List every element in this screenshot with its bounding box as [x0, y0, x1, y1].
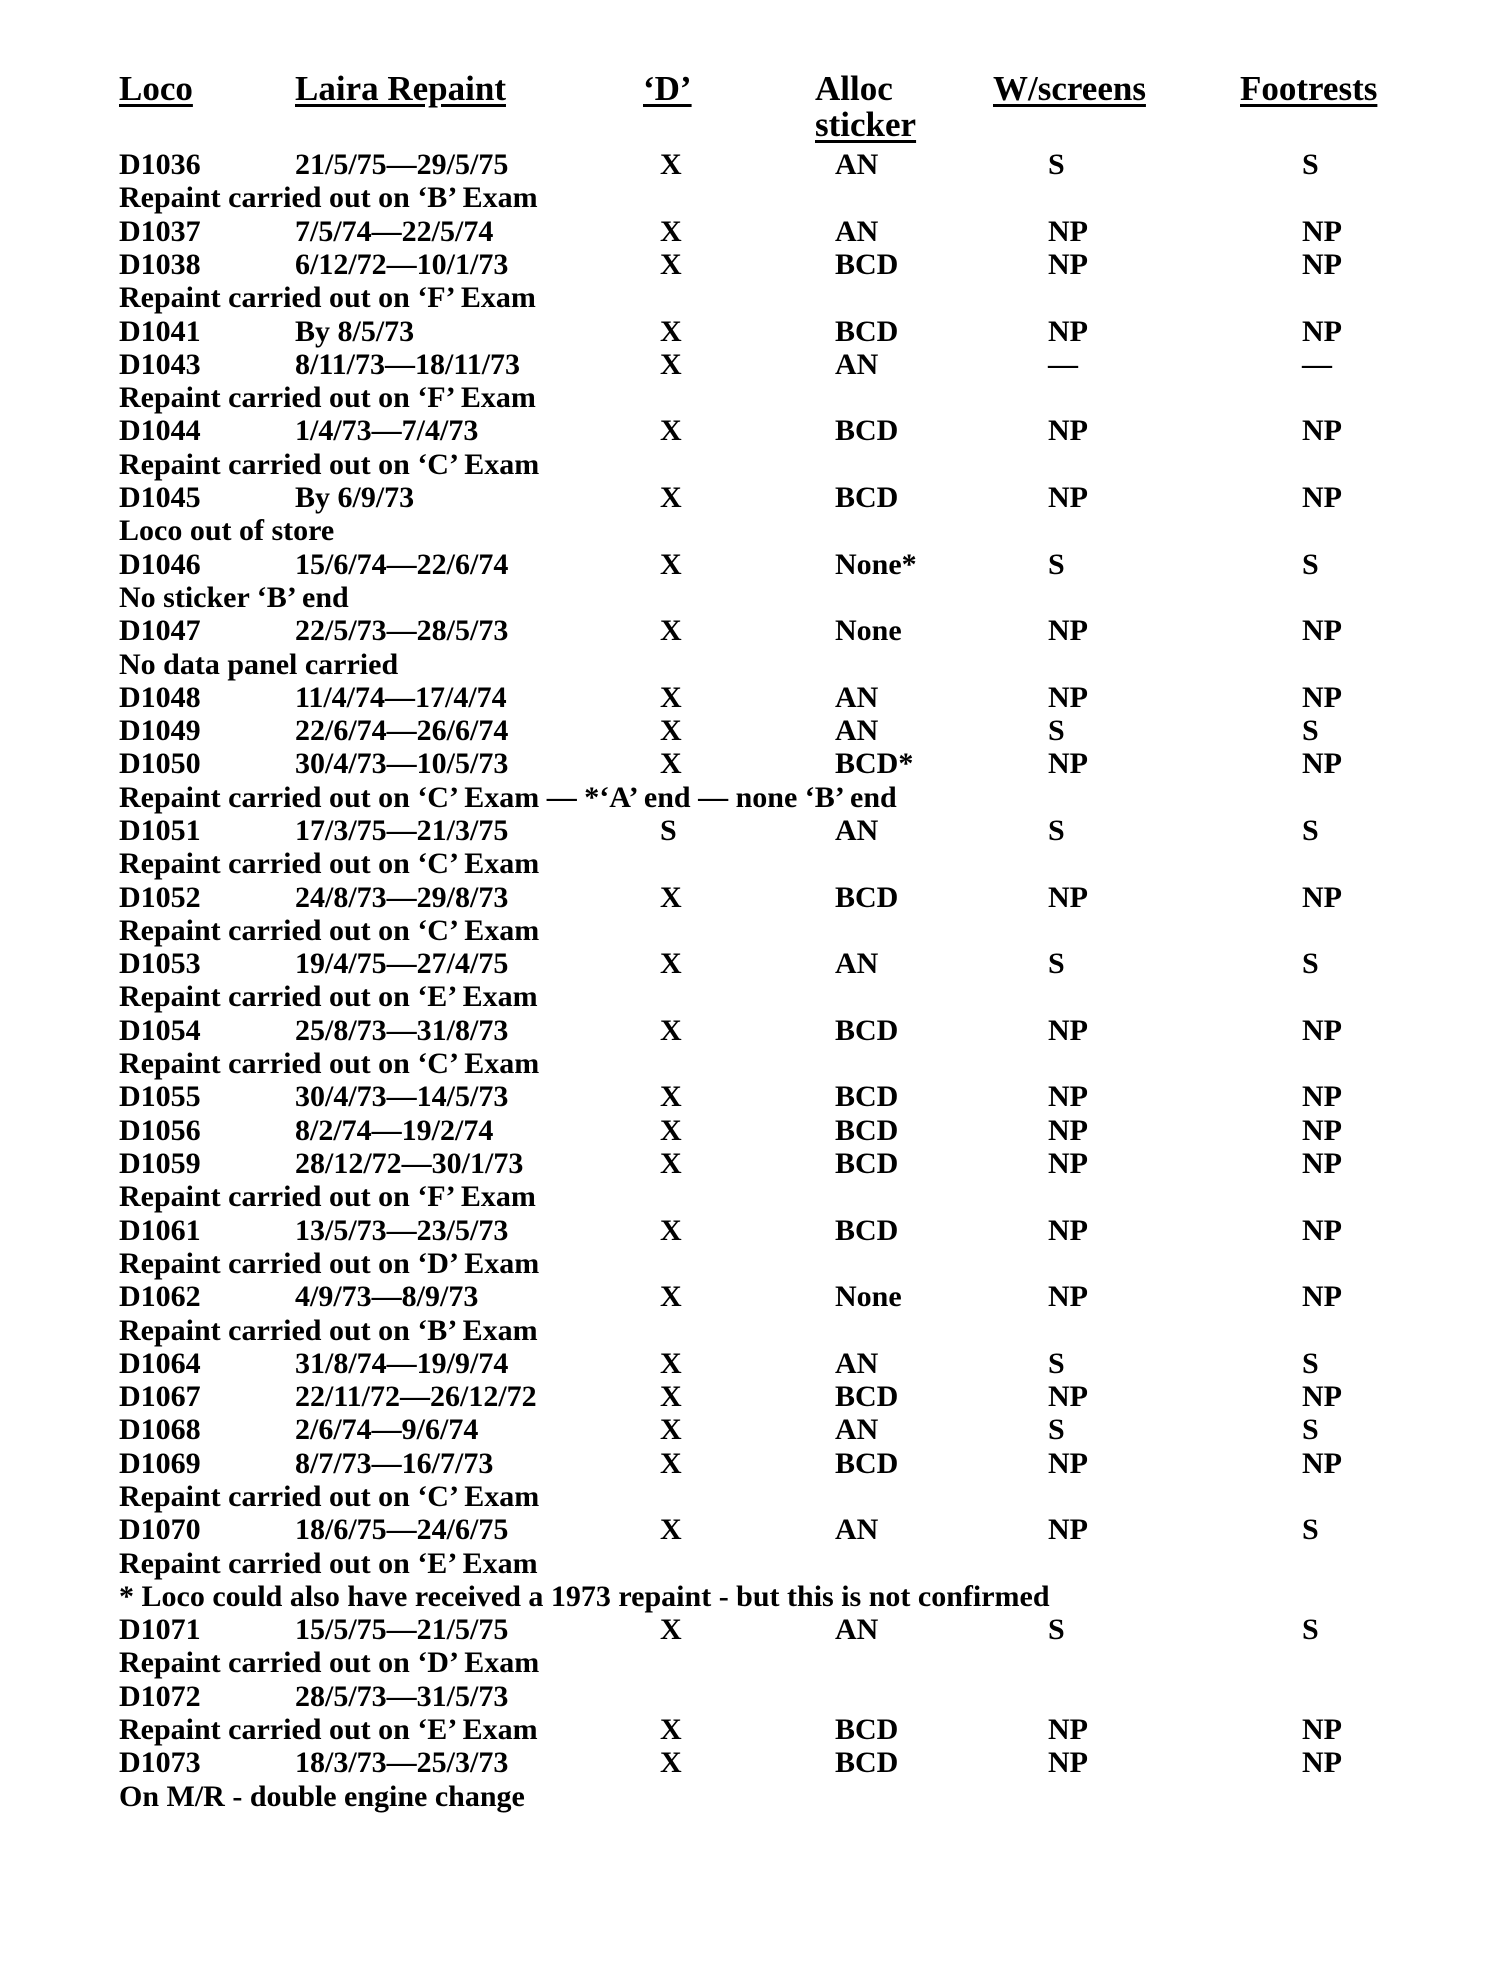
d-value: X	[660, 747, 682, 780]
table-row	[0, 315, 1510, 348]
repaint-dates: 15/6/74—22/6/74	[295, 548, 509, 581]
wscreens-value: S	[1048, 814, 1065, 847]
table-row	[0, 215, 1510, 248]
loco-number: D1052	[119, 881, 201, 914]
table-row	[0, 414, 1510, 447]
table-row	[0, 1014, 1510, 1047]
footrests-value: NP	[1302, 681, 1342, 714]
footrests-value: NP	[1302, 1447, 1342, 1480]
footrests-value: NP	[1302, 1280, 1342, 1313]
d-value: X	[660, 1280, 682, 1313]
repaint-dates: 28/12/72—30/1/73	[295, 1147, 524, 1180]
table-row	[0, 681, 1510, 714]
wscreens-value: NP	[1048, 1114, 1088, 1147]
loco-number: Repaint carried out on ‘E’ Exam	[119, 1713, 538, 1746]
footrests-value: S	[1302, 548, 1319, 581]
d-value: X	[660, 1080, 682, 1113]
remark-line: Repaint carried out on ‘D’ Exam	[119, 1247, 540, 1280]
repaint-dates: 22/5/73—28/5/73	[295, 614, 509, 647]
alloc-sticker-value: BCD	[835, 1080, 899, 1113]
wscreens-value: S	[1048, 1413, 1065, 1446]
footrests-value: NP	[1302, 414, 1342, 447]
loco-number: D1061	[119, 1214, 201, 1247]
footrests-value: S	[1302, 1513, 1319, 1546]
repaint-dates: 24/8/73—29/8/73	[295, 881, 509, 914]
d-value: X	[660, 348, 682, 381]
wscreens-value: S	[1048, 1613, 1065, 1646]
loco-number: D1067	[119, 1380, 201, 1413]
alloc-sticker-value: BCD	[835, 1214, 899, 1247]
footrests-value: NP	[1302, 614, 1342, 647]
footrests-value: S	[1302, 1347, 1319, 1380]
footrests-value: —	[1302, 348, 1332, 381]
remark-line: * Loco could also have received a 1973 repaint - but this is not confirmed	[119, 1580, 1050, 1613]
wscreens-value: NP	[1048, 414, 1088, 447]
d-value: X	[660, 414, 682, 447]
d-value: X	[660, 1613, 682, 1646]
wscreens-value: NP	[1048, 1214, 1088, 1247]
d-value: X	[660, 681, 682, 714]
loco-number: D1059	[119, 1147, 201, 1180]
footrests-value: NP	[1302, 881, 1342, 914]
wscreens-value: S	[1048, 148, 1065, 181]
alloc-sticker-value: BCD	[835, 414, 899, 447]
loco-number: D1045	[119, 481, 201, 514]
alloc-sticker-value: AN	[835, 1513, 879, 1546]
alloc-sticker-value: BCD	[835, 1014, 899, 1047]
loco-number: D1036	[119, 148, 201, 181]
alloc-sticker-value: AN	[835, 215, 879, 248]
header-alloc-sticker: sticker	[815, 105, 917, 144]
repaint-dates: 25/8/73—31/8/73	[295, 1014, 509, 1047]
remark-line: Repaint carried out on ‘C’ Exam	[119, 1480, 540, 1513]
d-value: X	[660, 315, 682, 348]
header-loco: Loco	[119, 69, 193, 108]
table-row	[0, 1447, 1510, 1480]
d-value: X	[660, 1447, 682, 1480]
remark-line: Repaint carried out on ‘B’ Exam	[119, 181, 538, 214]
repaint-dates: 19/4/75—27/4/75	[295, 947, 509, 980]
wscreens-value: —	[1048, 348, 1078, 381]
wscreens-value: NP	[1048, 1080, 1088, 1113]
repaint-dates: 22/6/74—26/6/74	[295, 714, 509, 747]
wscreens-value: S	[1048, 1347, 1065, 1380]
remark-line: Repaint carried out on ‘B’ Exam	[119, 1314, 538, 1347]
footrests-value: S	[1302, 148, 1319, 181]
d-value: X	[660, 548, 682, 581]
remark-line: No data panel carried	[119, 648, 399, 681]
footrests-value: NP	[1302, 1746, 1342, 1779]
repaint-dates: 31/8/74—19/9/74	[295, 1347, 509, 1380]
footrests-value: NP	[1302, 1014, 1342, 1047]
table-row	[0, 1613, 1510, 1646]
alloc-sticker-value: None	[835, 1280, 902, 1313]
alloc-sticker-value: BCD	[835, 1147, 899, 1180]
table-row	[0, 1114, 1510, 1147]
alloc-sticker-value: AN	[835, 1347, 879, 1380]
table-row	[0, 881, 1510, 914]
alloc-sticker-value: AN	[835, 1613, 879, 1646]
table-row	[0, 1513, 1510, 1546]
footrests-value: NP	[1302, 248, 1342, 281]
alloc-sticker-value: BCD	[835, 481, 899, 514]
d-value: X	[660, 1380, 682, 1413]
loco-number: D1050	[119, 747, 201, 780]
alloc-sticker-value: None	[835, 614, 902, 647]
wscreens-value: NP	[1048, 614, 1088, 647]
loco-number: D1043	[119, 348, 201, 381]
repaint-dates: 15/5/75—21/5/75	[295, 1613, 509, 1646]
alloc-sticker-value: BCD	[835, 1114, 899, 1147]
header-laira-repaint: Laira Repaint	[295, 69, 506, 108]
loco-number: D1073	[119, 1746, 201, 1779]
remark-line: Repaint carried out on ‘E’ Exam	[119, 1547, 538, 1580]
repaint-dates: 7/5/74—22/5/74	[295, 215, 494, 248]
loco-number: D1037	[119, 215, 201, 248]
wscreens-value: NP	[1048, 1147, 1088, 1180]
wscreens-value: NP	[1048, 747, 1088, 780]
alloc-sticker-value: BCD	[835, 315, 899, 348]
remark-line: Repaint carried out on ‘F’ Exam	[119, 281, 536, 314]
remark-line: No sticker ‘B’ end	[119, 581, 349, 614]
repaint-dates: 28/5/73—31/5/73	[295, 1680, 509, 1713]
loco-number: D1051	[119, 814, 201, 847]
wscreens-value: S	[1048, 548, 1065, 581]
table-row	[0, 148, 1510, 181]
wscreens-value: S	[1048, 714, 1065, 747]
table-row	[0, 714, 1510, 747]
alloc-sticker-value: AN	[835, 814, 879, 847]
footrests-value: S	[1302, 1613, 1319, 1646]
table-row	[0, 614, 1510, 647]
d-value: X	[660, 1214, 682, 1247]
wscreens-value: NP	[1048, 881, 1088, 914]
loco-number: D1044	[119, 414, 201, 447]
wscreens-value: NP	[1048, 1447, 1088, 1480]
d-value: X	[660, 248, 682, 281]
loco-number: D1056	[119, 1114, 201, 1147]
loco-number: D1049	[119, 714, 201, 747]
header-wscreens: W/screens	[993, 69, 1146, 108]
loco-number: D1038	[119, 248, 201, 281]
alloc-sticker-value: None*	[835, 548, 917, 581]
remark-line: Repaint carried out on ‘D’ Exam	[119, 1646, 540, 1679]
alloc-sticker-value: AN	[835, 148, 879, 181]
remark-line: Repaint carried out on ‘C’ Exam	[119, 847, 540, 880]
repaint-dates: 22/11/72—26/12/72	[295, 1380, 537, 1413]
remark-line: Repaint carried out on ‘F’ Exam	[119, 381, 536, 414]
wscreens-value: NP	[1048, 1280, 1088, 1313]
wscreens-value: NP	[1048, 315, 1088, 348]
repaint-dates: 17/3/75—21/3/75	[295, 814, 509, 847]
repaint-dates: By 8/5/73	[295, 315, 415, 348]
d-value: X	[660, 1746, 682, 1779]
alloc-sticker-value: BCD	[835, 1380, 899, 1413]
table-row	[0, 1147, 1510, 1180]
d-value: X	[660, 1114, 682, 1147]
d-value: X	[660, 1413, 682, 1446]
header-footrests: Footrests	[1240, 69, 1378, 108]
loco-number: D1054	[119, 1014, 201, 1047]
remark-line: Repaint carried out on ‘E’ Exam	[119, 980, 538, 1013]
d-value: S	[660, 814, 677, 847]
wscreens-value: NP	[1048, 1746, 1088, 1779]
remark-line: Repaint carried out on ‘F’ Exam	[119, 1180, 536, 1213]
loco-number: D1064	[119, 1347, 201, 1380]
table-row	[0, 1680, 1510, 1713]
footrests-value: S	[1302, 947, 1319, 980]
alloc-sticker-value: AN	[835, 947, 879, 980]
wscreens-value: NP	[1048, 1380, 1088, 1413]
d-value: X	[660, 215, 682, 248]
d-value: X	[660, 714, 682, 747]
loco-number: D1041	[119, 315, 201, 348]
table-row	[0, 1347, 1510, 1380]
d-value: X	[660, 1513, 682, 1546]
table-row	[0, 481, 1510, 514]
table-row	[0, 947, 1510, 980]
footrests-value: NP	[1302, 1114, 1342, 1147]
table-row	[0, 1214, 1510, 1247]
loco-number: D1071	[119, 1613, 201, 1646]
footrests-value: NP	[1302, 1147, 1342, 1180]
d-value: X	[660, 1713, 682, 1746]
loco-number: D1046	[119, 548, 201, 581]
wscreens-value: NP	[1048, 681, 1088, 714]
repaint-dates: 8/11/73—18/11/73	[295, 348, 521, 381]
wscreens-value: S	[1048, 947, 1065, 980]
table-row	[0, 548, 1510, 581]
alloc-sticker-value: BCD	[835, 1746, 899, 1779]
loco-number: D1068	[119, 1413, 201, 1446]
table-row	[0, 1413, 1510, 1446]
table-row	[0, 814, 1510, 847]
footrests-value: S	[1302, 814, 1319, 847]
repaint-dates: 4/9/73—8/9/73	[295, 1280, 479, 1313]
loco-number: D1072	[119, 1680, 201, 1713]
wscreens-value: NP	[1048, 1513, 1088, 1546]
repaint-dates: 18/6/75—24/6/75	[295, 1513, 509, 1546]
table-row	[0, 248, 1510, 281]
loco-number: D1062	[119, 1280, 201, 1313]
footrests-value: NP	[1302, 1080, 1342, 1113]
remark-line: Repaint carried out on ‘C’ Exam	[119, 1047, 540, 1080]
remark-line: On M/R - double engine change	[119, 1780, 525, 1813]
table-row	[0, 747, 1510, 780]
wscreens-value: NP	[1048, 248, 1088, 281]
alloc-sticker-value: AN	[835, 1413, 879, 1446]
remark-line: Repaint carried out on ‘C’ Exam — *‘A’ end — none ‘B’ end	[119, 781, 897, 814]
alloc-sticker-value: AN	[835, 681, 879, 714]
alloc-sticker-value: BCD*	[835, 747, 914, 780]
repaint-dates: 2/6/74—9/6/74	[295, 1413, 479, 1446]
repaint-dates: 8/2/74—19/2/74	[295, 1114, 494, 1147]
d-value: X	[660, 881, 682, 914]
d-value: X	[660, 1347, 682, 1380]
repaint-dates: 6/12/72—10/1/73	[295, 248, 509, 281]
footrests-value: NP	[1302, 1214, 1342, 1247]
table-row	[0, 1280, 1510, 1313]
repaint-dates: 30/4/73—14/5/73	[295, 1080, 509, 1113]
d-value: X	[660, 1014, 682, 1047]
footrests-value: S	[1302, 1413, 1319, 1446]
loco-number: D1070	[119, 1513, 201, 1546]
remark-line: Repaint carried out on ‘C’ Exam	[119, 448, 540, 481]
remark-line: Loco out of store	[119, 514, 335, 547]
footrests-value: NP	[1302, 481, 1342, 514]
alloc-sticker-value: AN	[835, 714, 879, 747]
repaint-dates: 8/7/73—16/7/73	[295, 1447, 494, 1480]
footrests-value: NP	[1302, 1380, 1342, 1413]
repaint-dates: 11/4/74—17/4/74	[295, 681, 507, 714]
repaint-dates: 21/5/75—29/5/75	[295, 148, 509, 181]
table-row	[0, 1713, 1510, 1746]
loco-number: D1048	[119, 681, 201, 714]
d-value: X	[660, 481, 682, 514]
d-value: X	[660, 148, 682, 181]
table-row	[0, 1080, 1510, 1113]
footrests-value: NP	[1302, 315, 1342, 348]
alloc-sticker-value: AN	[835, 348, 879, 381]
alloc-sticker-value: BCD	[835, 248, 899, 281]
loco-number: D1053	[119, 947, 201, 980]
d-value: X	[660, 947, 682, 980]
wscreens-value: NP	[1048, 1014, 1088, 1047]
alloc-sticker-value: BCD	[835, 1447, 899, 1480]
d-value: X	[660, 1147, 682, 1180]
footrests-value: NP	[1302, 1713, 1342, 1746]
loco-number: D1055	[119, 1080, 201, 1113]
wscreens-value: NP	[1048, 481, 1088, 514]
table-row	[0, 1746, 1510, 1779]
table-row	[0, 348, 1510, 381]
repaint-dates: 30/4/73—10/5/73	[295, 747, 509, 780]
footrests-value: NP	[1302, 747, 1342, 780]
repaint-dates: 13/5/73—23/5/73	[295, 1214, 509, 1247]
footrests-value: NP	[1302, 215, 1342, 248]
repaint-dates: By 6/9/73	[295, 481, 415, 514]
header-d: ‘D’	[643, 69, 692, 108]
loco-number: D1069	[119, 1447, 201, 1480]
alloc-sticker-value: BCD	[835, 1713, 899, 1746]
footrests-value: S	[1302, 714, 1319, 747]
table-row	[0, 1380, 1510, 1413]
repaint-dates: 18/3/73—25/3/73	[295, 1746, 509, 1779]
d-value: X	[660, 614, 682, 647]
remark-line: Repaint carried out on ‘C’ Exam	[119, 914, 540, 947]
header-alloc: Alloc	[815, 69, 893, 108]
alloc-sticker-value: BCD	[835, 881, 899, 914]
loco-number: D1047	[119, 614, 201, 647]
repaint-dates: 1/4/73—7/4/73	[295, 414, 479, 447]
wscreens-value: NP	[1048, 1713, 1088, 1746]
wscreens-value: NP	[1048, 215, 1088, 248]
